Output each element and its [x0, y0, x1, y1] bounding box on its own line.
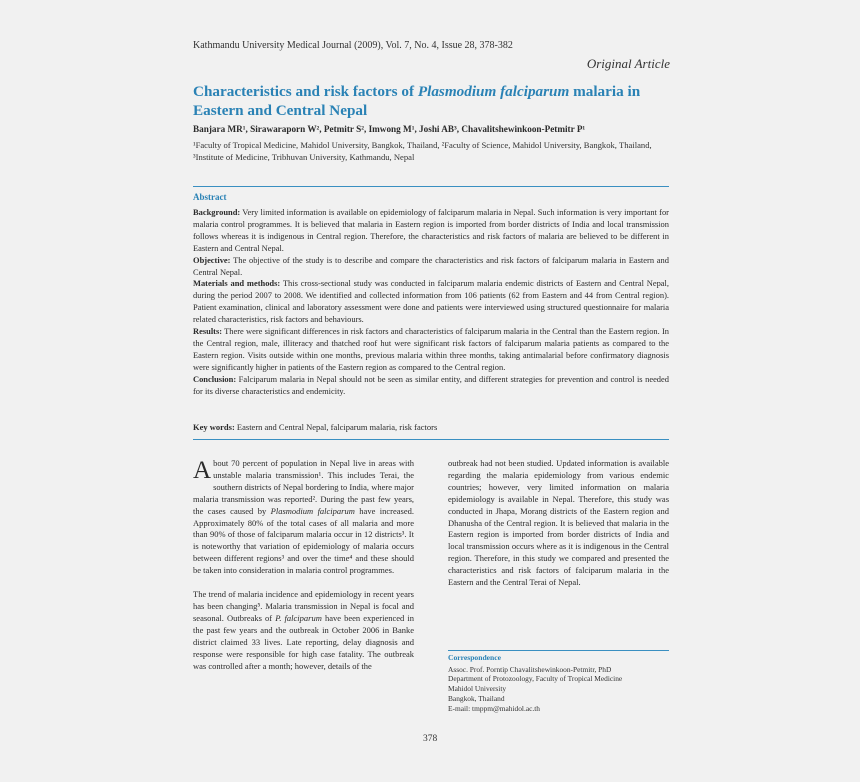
- correspondence-line: Department of Protozoology, Faculty of Tropical Medicine: [448, 674, 623, 684]
- intro-paragraph-2: [193, 589, 414, 672]
- conclusion-text: Falciparum malaria in Nepal should not be seen as similar entity, and different strategies for prevention and control is needed for its diverse characteristics and endemicity.: [193, 373, 669, 396]
- results-text: There were significant differences in risk factors and characteristics of falciparum malaria in the Central than the Eastern region. In the Central region, male, illiteracy and thatched roof hut were significant risk factors of falciparum malaria patients as compared to the Eastern region. Visits outside within one months, previous malaria within three months, taking antimalarial before confirmatory diagnosis were significantly higher in patients of the Eastern region as compared to the Central region.: [193, 326, 669, 372]
- conclusion-label: Conclusion:: [193, 373, 237, 384]
- intro-species: Plasmodium falciparum: [270, 505, 355, 516]
- abstract-body: [193, 207, 669, 398]
- intro-text-b: have increased. Approximately 80% of the total cases of all malaria and more than 90% of those of falciparum malaria occur in 12 districts³. It is noteworthy that variation of epidemiology of malaria occurs between different regions³ and over the time⁴ and these should be taken into consideration in malaria control programmes.: [193, 505, 414, 576]
- correspondence-heading: Correspondence: [448, 653, 502, 662]
- abstract-results: [193, 326, 669, 374]
- correspondence-email: E-mail: tmppm@mahidol.ac.th: [448, 703, 540, 713]
- abstract-heading: Abstract: [193, 192, 227, 202]
- affiliations: ¹Faculty of Tropical Medicine, Mahidol University, Bangkok, Thailand, ²Faculty of Science, Mahidol University, Bangkok, Thailand, ³Institute of Medicine, Tribhuvan University, Kathmandu, Nepal: [193, 140, 652, 162]
- correspondence-rule: [448, 650, 669, 651]
- continuation-paragraph: outbreak had not been studied. Updated information is available regarding the malaria epidemiology from various endemic countries; however, very limited information on malaria epidemiology is available in Nepal. Therefore, this study was conducted in Jhapa, Morang districts of the Eastern region and Dhanusha of the Central region. It is believed that malaria in the Eastern region is imported from border districts of India and local transmission occurs where as it is indigenous in the Central region. Therefore, in this study we compared and presented the characteristics and risk factors of falciparum malaria in the Eastern and the Central Terai of Nepal.: [448, 458, 669, 588]
- title-part2: malaria in Eastern and Central Nepal: [193, 83, 641, 119]
- body-column-left: [193, 458, 414, 684]
- abstract-conclusion: [193, 374, 669, 398]
- abstract-bottom-rule: [193, 439, 669, 440]
- abstract-background: [193, 207, 669, 255]
- abstract-top-rule: [193, 186, 669, 187]
- methods-text: This cross-sectional study was conducted in falciparum malaria endemic districts of Eastern and Central Nepal, during the period 2007 to 2008. We identified and collected information from 106 patients (62 from Eastern and 44 from Central region). Patient examination, clinical and laboratory assessment were done and patients were interviewed using structured questionnaire for malaria related characteristics, risk factors and behaviours.: [193, 278, 669, 325]
- correspondence-line: Bangkok, Thailand: [448, 693, 505, 703]
- results-label: Results:: [193, 326, 223, 337]
- keywords: [193, 422, 669, 432]
- body-column-right: [448, 458, 669, 601]
- drop-cap: A: [193, 457, 212, 484]
- trend-species: P. falciparum: [275, 612, 322, 623]
- page-number: 378: [423, 734, 438, 744]
- abstract-objective: [193, 255, 669, 279]
- intro-paragraph-1: [193, 458, 414, 577]
- author-list: Banjara MR¹, Sirawaraporn W², Petmitr S², Imwong M¹, Joshi AB³, Chavalitshewinkoon-Petmitr P¹: [193, 124, 586, 134]
- objective-label: Objective:: [193, 254, 231, 265]
- trend-text-a: The trend of malaria incidence and epidemiology in recent years has been changing⁵. Malaria transmission in Nepal is focal and seasonal. Outbreaks of: [193, 589, 414, 623]
- keywords-label: Key words:: [193, 422, 235, 432]
- methods-label: Materials and methods:: [193, 278, 281, 289]
- journal-citation: Kathmandu University Medical Journal (2009), Vol. 7, No. 4, Issue 28, 378-382: [193, 40, 513, 51]
- title-species: Plasmodium falciparum: [417, 83, 570, 100]
- article-title: [193, 82, 673, 120]
- title-part1: Characteristics and risk factors of: [193, 83, 418, 100]
- correspondence-box: [448, 653, 669, 713]
- abstract-methods: [193, 278, 669, 326]
- keywords-text: Eastern and Central Nepal, falciparum malaria, risk factors: [234, 422, 438, 432]
- objective-text: The objective of the study is to describe and compare the characteristics and risk factors of falciparum malaria in Eastern and Central Nepal.: [193, 254, 669, 277]
- correspondence-line: Assoc. Prof. Porntip Chavalitshewinkoon-Petmitr, PhD: [448, 664, 612, 674]
- trend-text-b: have been experienced in the past few years and the outbreak in October 2006 in Banke district claimed 33 lives. Late reporting, delay diagnosis and response were responsible for high case fatality. The outbreak was controlled after a month; however, details of the: [193, 612, 415, 671]
- correspondence-line: Mahidol University: [448, 684, 507, 694]
- intro-text-a: bout 70 percent of population in Nepal live in areas with unstable malaria transmission¹. This includes Terai, the southern districts of Nepal bordering to India, where major malaria transmission was reported². During the past few years, the cases caused by: [193, 458, 414, 516]
- background-label: Background:: [193, 207, 241, 217]
- article-type: Original Article: [586, 56, 670, 71]
- background-text: Very limited information is available on epidemiology of falciparum malaria in Nepal. Such information is very important for malaria control programmes. It is believed that malaria in Eastern region is imported from border districts of India and local transmission follows whereas it is indigenous in Central region. Therefore, the characteristics and risk factors of malaria are believed to be different in Eastern and Central Nepal.: [193, 207, 669, 253]
